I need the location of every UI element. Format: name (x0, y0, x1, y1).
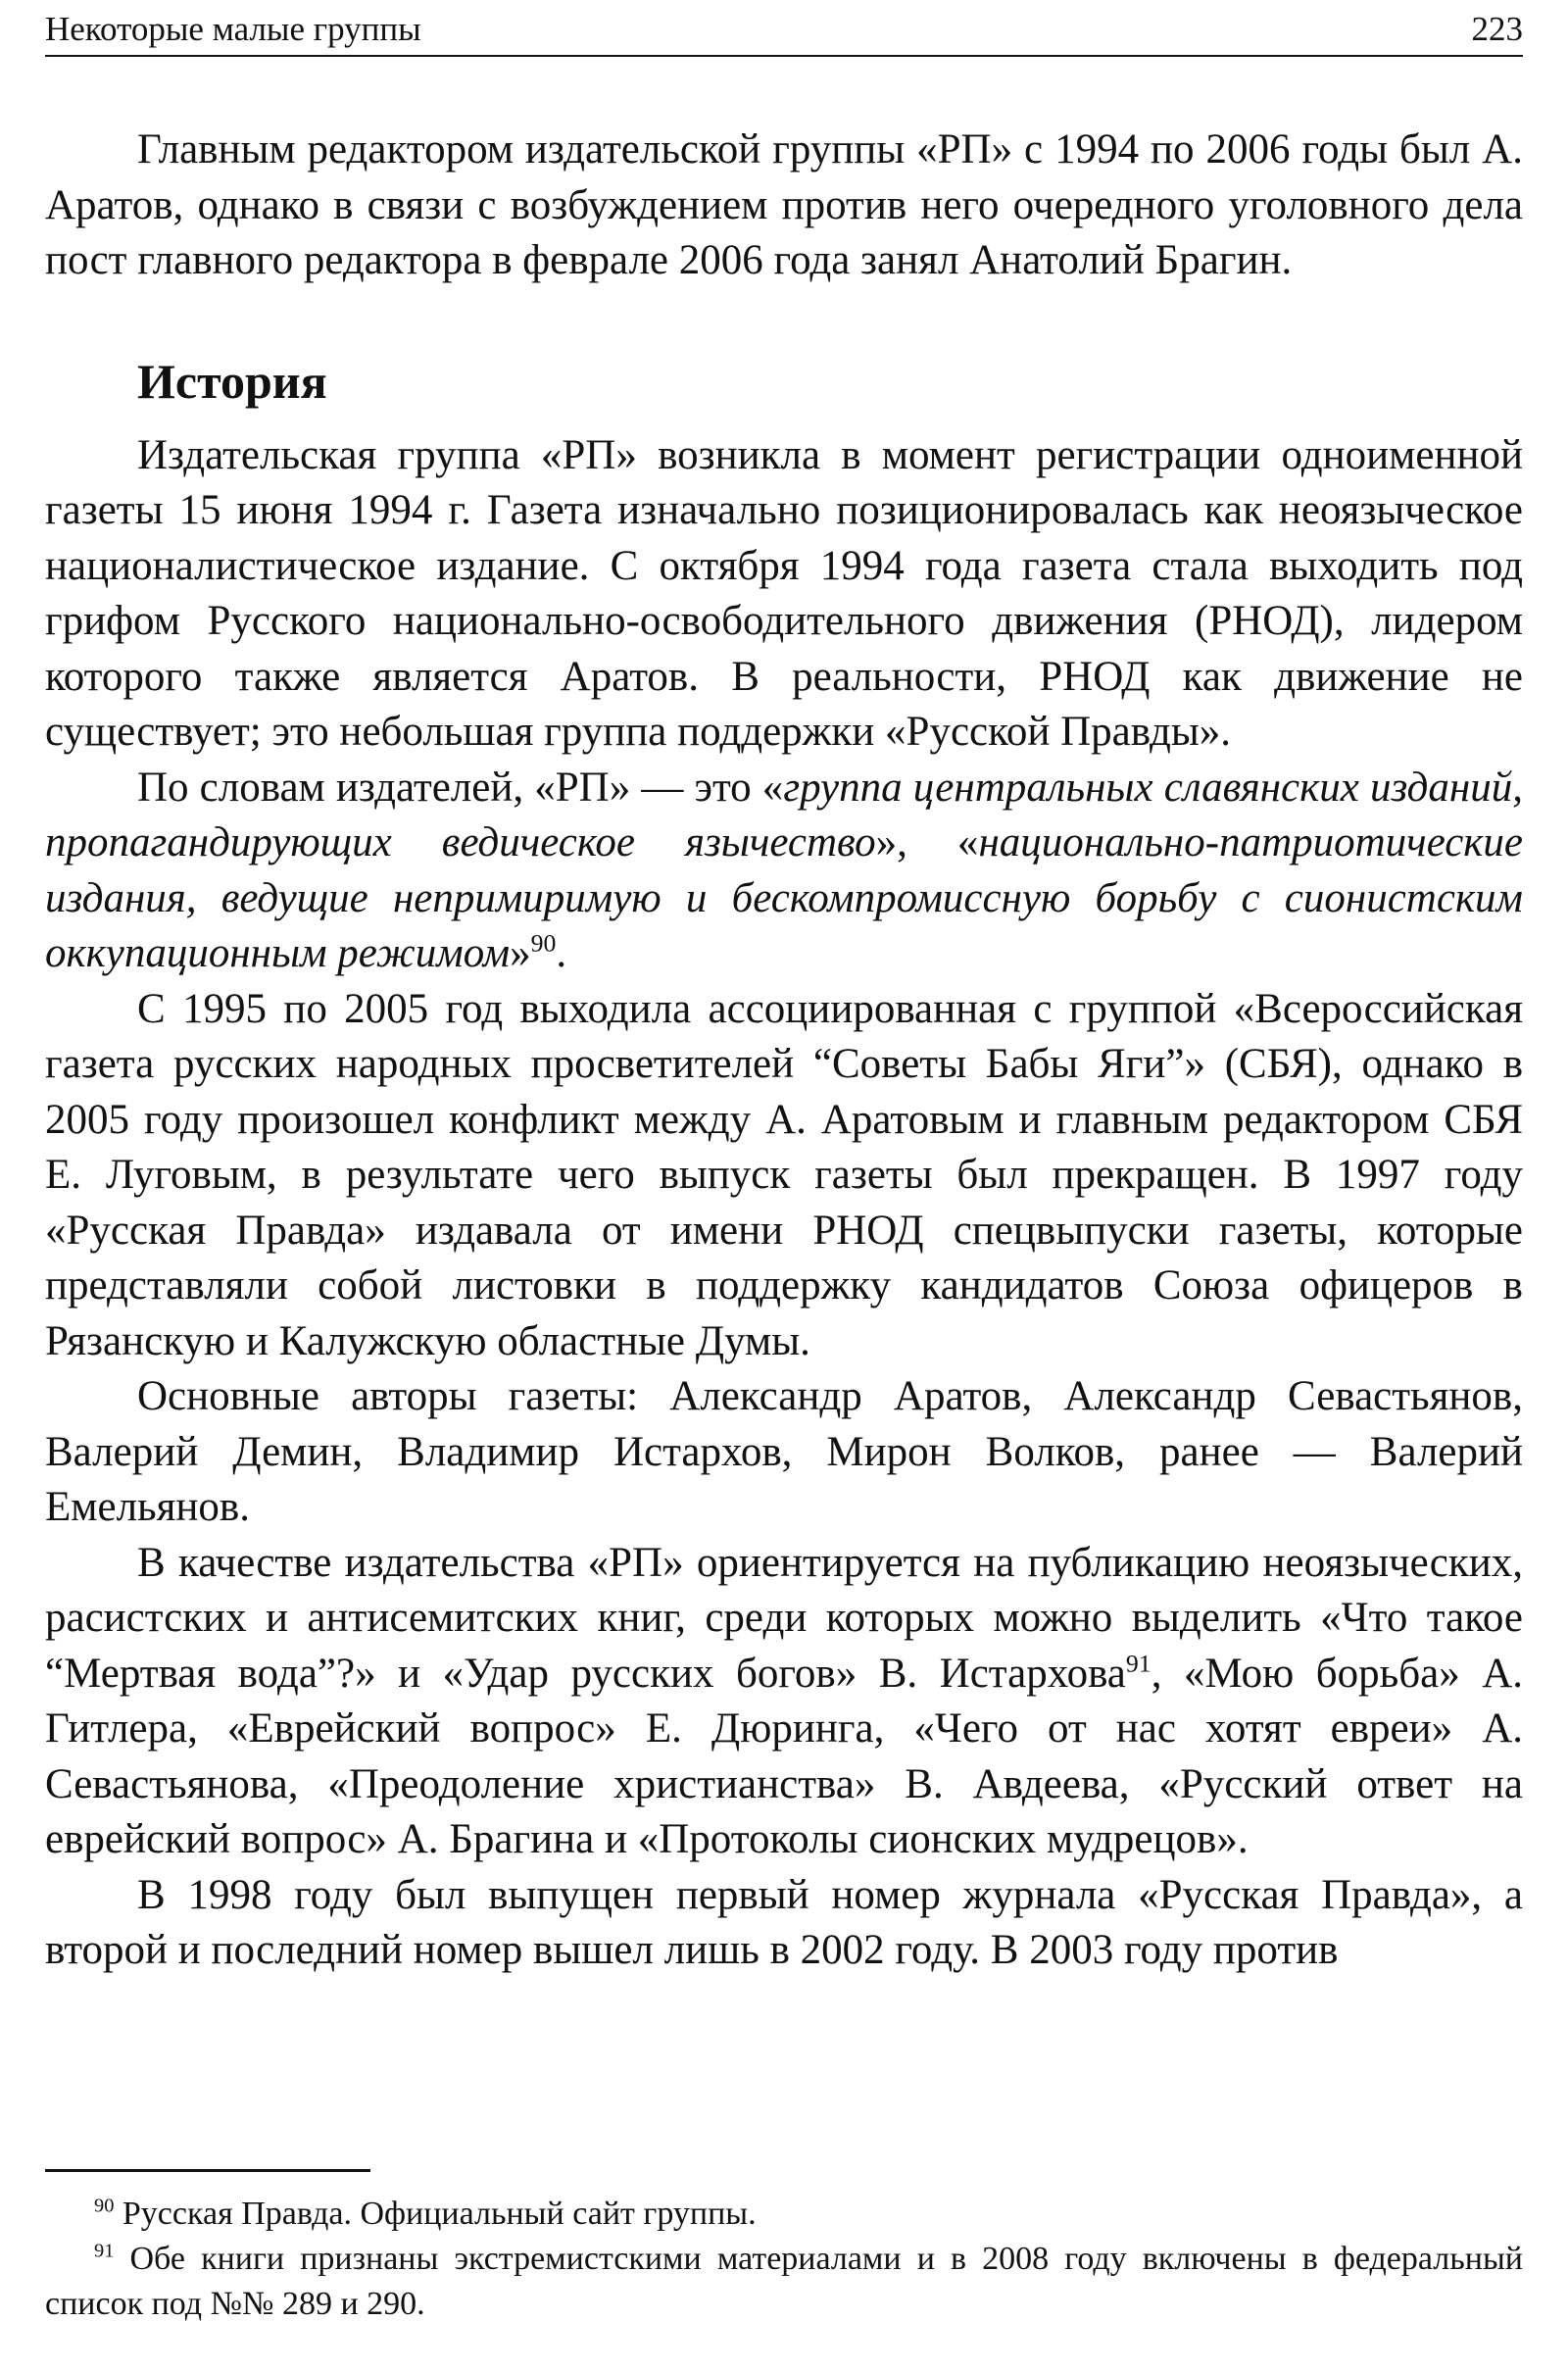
footnote-ref-91[interactable]: 91 (1125, 1649, 1152, 1678)
running-header-title: Некоторые малые группы (45, 10, 421, 48)
footnotes (45, 2192, 1523, 2327)
page-number: 223 (1471, 10, 1523, 48)
footnote-text: Русская Правда. Официальный сайт группы. (122, 2196, 757, 2232)
history-paragraph-1: Издательская группа «РП» возникла в момент регистрации одноименной газеты 15 июня 1994 г. Газета изначально позиционировалась как неоязыческое националистическое издание. С октября 1994 года газета стала выходить под грифом Русского национально-освободительного движения (РНОД), лидером которого также является Аратов. В реальности, РНОД как движение не существует; это небольшая группа поддержки «Русской Правды». (45, 431, 1523, 755)
intro-paragraph: Главным редактором издательской группы «РП» с 1994 по 2006 годы был А. Аратов, однако в связи с возбуждением против него очередного уголовного дела пост главного редактора в феврале 2006 года занял Анатолий Брагин. (45, 126, 1523, 283)
section-heading: История (137, 353, 327, 409)
history-paragraph-2 (45, 761, 1523, 982)
running-header (45, 6, 1523, 57)
footnote-90 (45, 2192, 1523, 2237)
history-paragraph-5 (45, 1536, 1523, 1868)
footnote-ref-90[interactable]: 90 (530, 928, 557, 958)
footnote-number: 90 (94, 2195, 115, 2217)
paragraph-2-lead: По словам издателей, «РП» — это « (137, 764, 784, 811)
quote-2: национально-патриотические издания, ведущие непримиримую и бескомпромиссную борьбу с сионистским оккупационным режимом (45, 819, 1523, 976)
footnote-number: 91 (94, 2240, 115, 2262)
history-paragraph-3: С 1995 по 2005 год выходила ассоциированная с группой «Всероссийская газета русских народных просветителей “Советы Бабы Яги”» (СБЯ), однако в 2005 году произошел конфликт между А. Аратовым и главным редактором СБЯ Е. Луговым, в результате чего выпуск газеты был прекращен. В 1997 году «Русская Правда» издавала от имени РНОД спецвыпуски газеты, которые представляли собой листовки в поддержку кандидатов Союза офицеров в Рязанскую и Калужскую областные Думы. (45, 985, 1523, 1364)
footnote-91 (45, 2237, 1523, 2327)
paragraph-2-end: . (556, 930, 567, 976)
history-paragraph-4: Основные авторы газеты: Александр Аратов, Александр Севастьянов, Валерий Демин, Владимир Истархов, Мирон Волков, ранее — Валерий Емельянов. (45, 1373, 1523, 1530)
paragraph-5-after: , «Мою борьба» А. Гитлера, «Еврейский вопрос» Е. Дюринга, «Чего от нас хотят евреи» А. Севастьянова, «Преодоление христианства» В. Авдеева, «Русский ответ на еврейский вопрос» А. Брагина и «Протоколы сионских мудрецов». (45, 1650, 1524, 1862)
footnote-divider (45, 2169, 370, 2172)
quote-1: группа центральных славянских изданий, пропагандирующих ведическое язычество (45, 764, 1523, 865)
paragraph-2-mid: », « (875, 819, 979, 865)
history-paragraph-6: В 1998 году был выпущен первый номер журнала «Русская Правда», а второй и последний номер вышел лишь в 2002 году. В 2003 году против (45, 1871, 1523, 1973)
footnote-text: Обе книги признаны экстремистскими материалами и в 2008 году включены в федеральный список под №№ 289 и 290. (45, 2241, 1523, 2322)
paragraph-5-before: В качестве издательства «РП» ориентируется на публикацию неоязыческих, расистских и антисемитских книг, среди которых можно выделить «Что такое “Мертвая вода”?» и «Удар русских богов» В. Истархова (45, 1539, 1523, 1697)
paragraph-2-tail: » (510, 930, 531, 976)
main-text (45, 123, 1523, 1979)
